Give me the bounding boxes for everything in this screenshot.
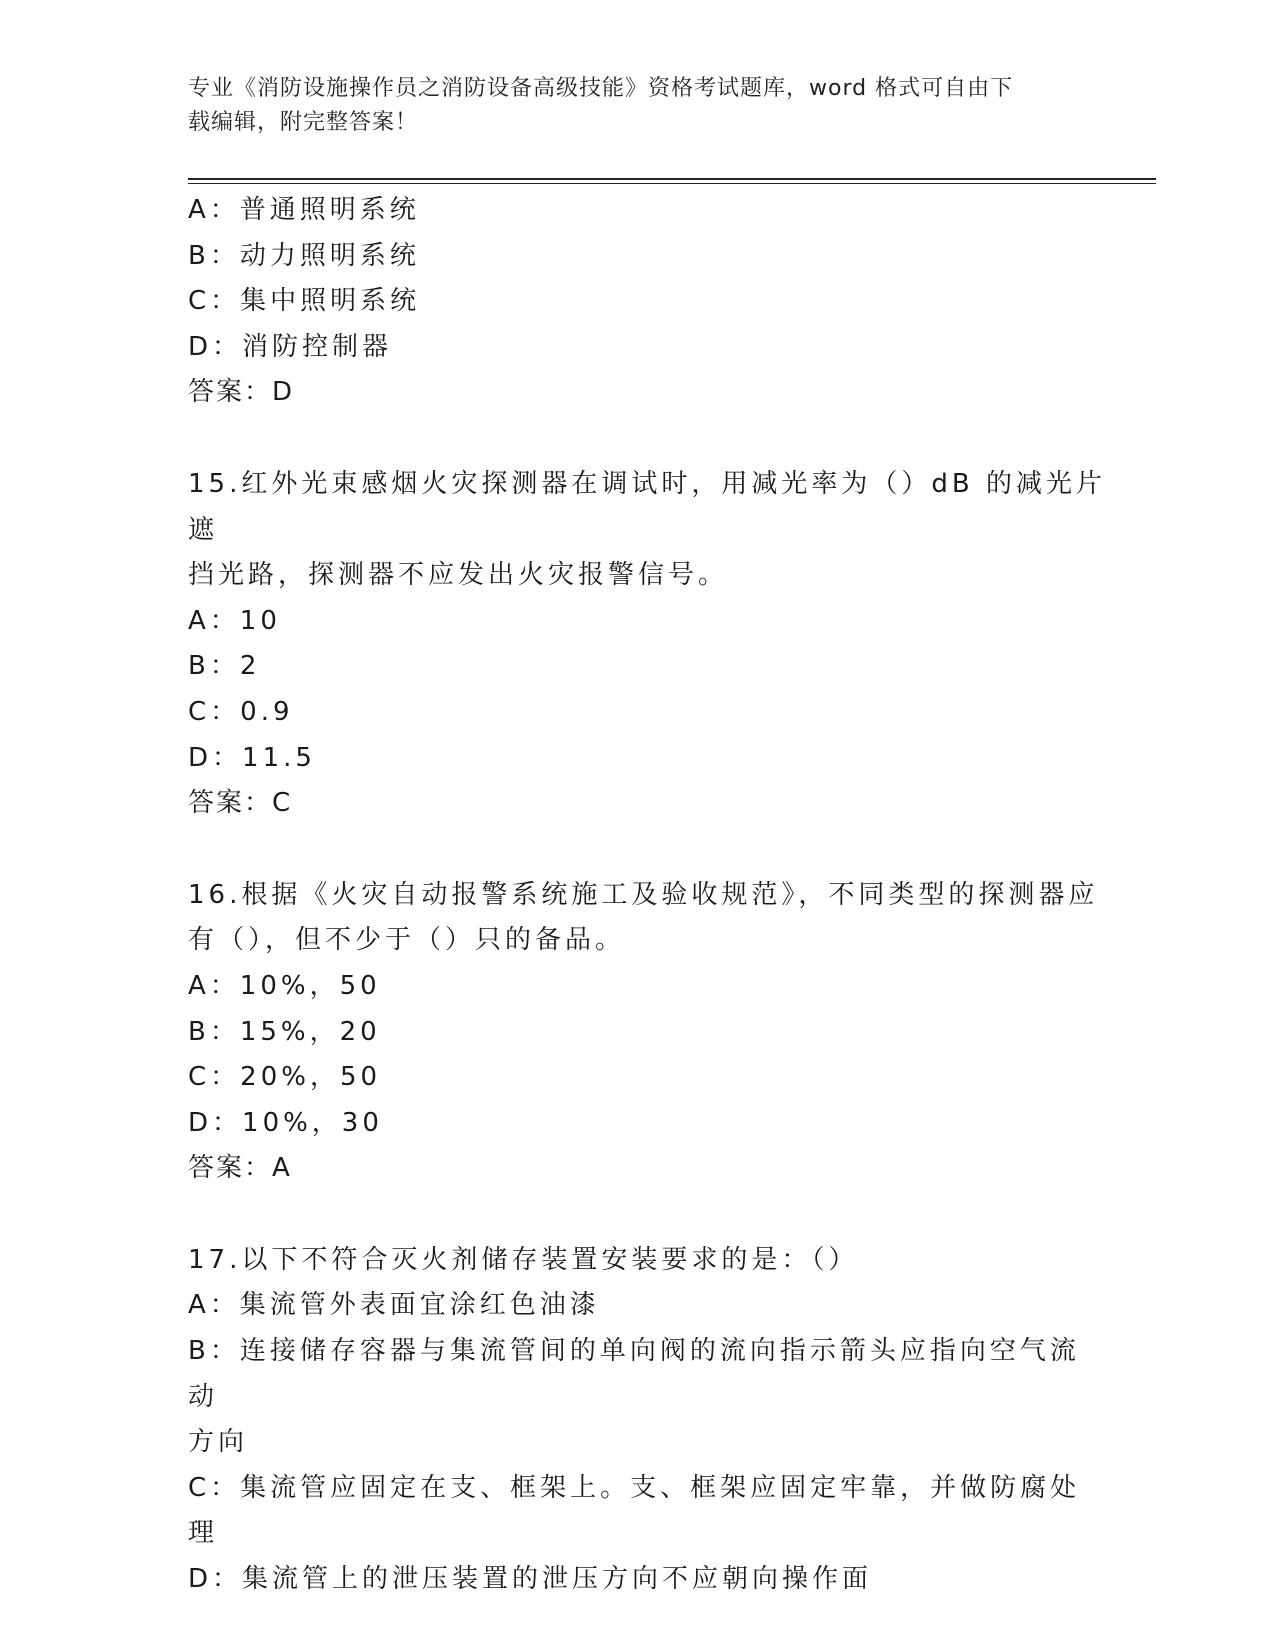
q16-option-c: C：20%，50 — [188, 1062, 382, 1093]
q16-option-d: D：10%，30 — [188, 1107, 383, 1138]
q15-option-b: B：2 — [188, 651, 261, 682]
document-header — [188, 72, 1088, 140]
q15-answer: 答案：C — [188, 788, 293, 819]
q15-option-c: C：0.9 — [188, 696, 294, 727]
q17-option-b-line-2: 方向 — [188, 1427, 249, 1458]
q15-option-a: A：10 — [188, 605, 281, 636]
header-divider-thin — [188, 183, 1156, 184]
q17-option-d: D：集流管上的泄压装置的泄压方向不应朝向操作面 — [188, 1564, 873, 1595]
q14-option-b: B：动力照明系统 — [188, 240, 420, 271]
q15-option-d: D：11.5 — [188, 742, 316, 773]
q17-option-a: A：集流管外表面宜涂红色油漆 — [188, 1290, 600, 1321]
q14-option-a: A：普通照明系统 — [188, 195, 420, 225]
header-line-2: 载编辑，附完整答案！ — [188, 110, 419, 135]
q14-option-d: D：消防控制器 — [188, 331, 393, 362]
q16-answer: 答案：A — [188, 1153, 292, 1184]
q14-option-c: C：集中照明系统 — [188, 286, 421, 317]
q16-stem-line-2: 有（），但不少于（）只的备品。 — [188, 925, 626, 956]
spacer — [188, 1192, 1108, 1238]
question-17-block — [188, 1238, 1108, 1603]
spacer — [188, 416, 1108, 462]
q17-stem-line-1: 17.以下不符合灭火剂储存装置安装要求的是：（） — [188, 1244, 859, 1275]
question-16-block — [188, 873, 1108, 1192]
question-content — [188, 188, 1108, 1603]
q17-option-b-line-1: B：连接储存容器与集流管间的单向阀的流向指示箭头应指向空气流动 — [188, 1336, 1080, 1412]
q17-option-c: C：集流管应固定在支、框架上。支、框架应固定牢靠，并做防腐处理 — [188, 1472, 1081, 1549]
q16-option-a: A：10%，50 — [188, 970, 381, 1001]
q15-stem-line-2: 挡光路，探测器不应发出火灾报警信号。 — [188, 560, 729, 591]
q15-stem-line-1: 15.红外光束感烟火灾探测器在调试时，用减光率为（）dB 的减光片遮 — [188, 468, 1106, 545]
header-line-1: 专业《消防设施操作员之消防设备高级技能》资格考试题库，word 格式可自由下 — [188, 76, 1014, 101]
question-15-block — [188, 462, 1108, 827]
header-divider-thick — [188, 178, 1156, 180]
q16-stem-line-1: 16.根据《火灾自动报警系统施工及验收规范》，不同类型的探测器应 — [188, 879, 1099, 910]
question-14-block — [188, 188, 1108, 416]
spacer — [188, 827, 1108, 873]
q16-option-b: B：15%，20 — [188, 1016, 381, 1047]
q14-answer: 答案：D — [188, 377, 295, 408]
